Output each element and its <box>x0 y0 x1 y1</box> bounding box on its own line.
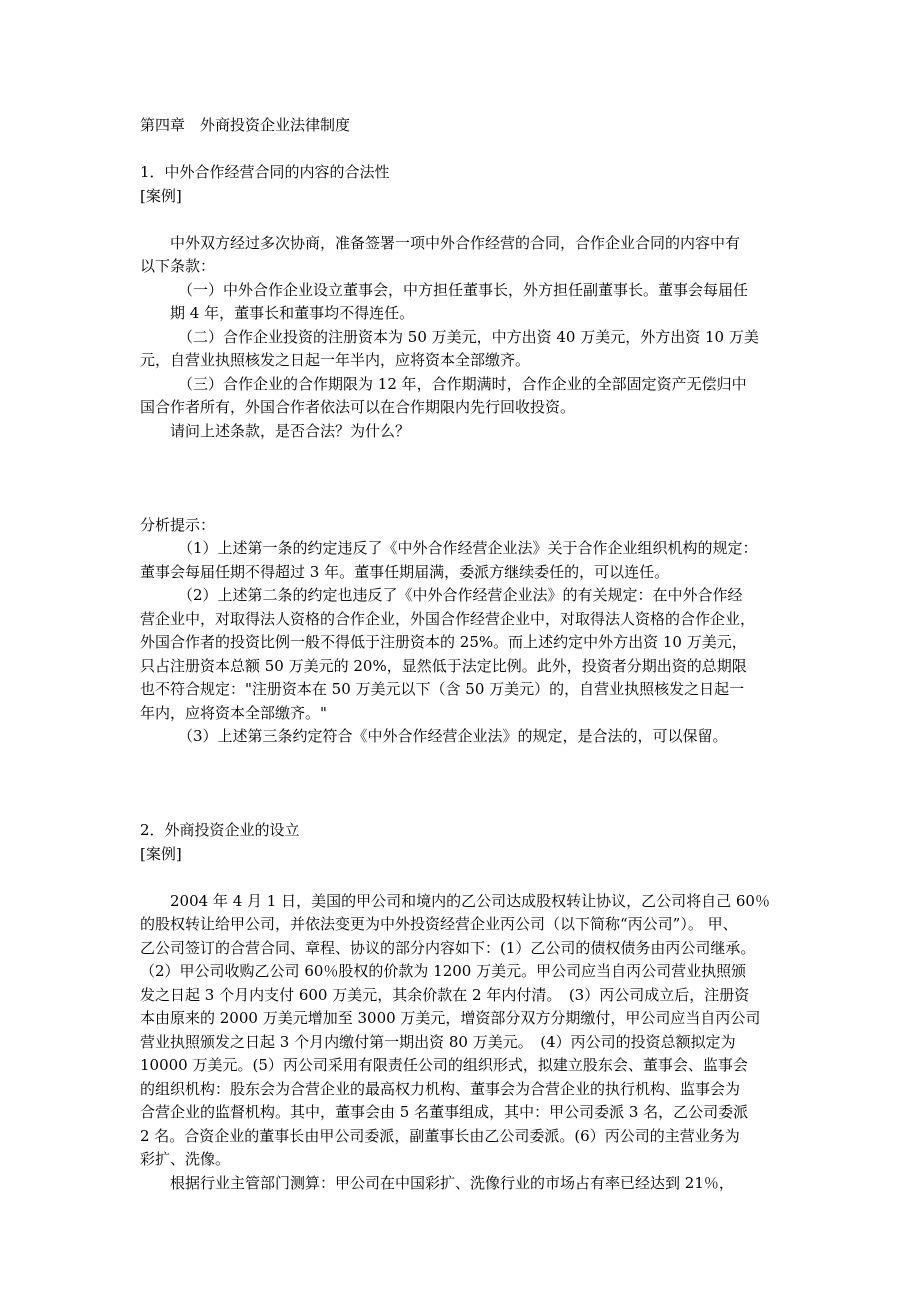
spacer <box>140 443 780 490</box>
analysis-line: 外国合作者的投资比例一般不得低于注册资本的 25%。而上述约定中外方出资 10 万美元， <box>140 633 747 651</box>
analysis-line: 年内，应将资本全部缴齐。" <box>140 703 327 722</box>
section2-case-label: [案例] <box>140 844 182 863</box>
section1-case-line: 中外双方经过多次协商，准备签署一项中外合作经营的合同，合作企业合同的内容中有 <box>170 233 741 252</box>
spacer <box>140 796 780 820</box>
spacer <box>140 208 780 232</box>
analysis-line: 营企业中，对取得法人资格的合作企业，外国合作经营企业中，对取得法人资格的合作企业， <box>140 609 756 628</box>
analysis-line: （2）上述第二条的约定也违反了《中外合作经营企业法》的有关规定：在中外合作经 <box>178 586 743 604</box>
section2-case-line: 根据行业主管部门测算：甲公司在中国彩扩、洗像行业的市场占有率已经达到 21％， <box>170 1173 734 1192</box>
section1-case-line: （二）合作企业投资的注册资本为 50 万美元，中方出资 40 万美元，外方出资 10 万美 <box>178 327 759 346</box>
spacer <box>140 749 780 796</box>
section2-case-line: 的股权转让给甲公司，并依法变更为中外投资经营企业丙公司（以下简称“丙公司”）。 甲、 <box>140 915 738 933</box>
chapter-title: 第四章 外商投资企业法律制度 <box>140 116 351 134</box>
analysis-line: （1）上述第一条的约定违反了《中外合作经营企业法》关于合作企业组织机构的规定： <box>178 539 758 557</box>
section1-case-label: [案例] <box>140 186 182 205</box>
section2-case-line: 2004 年 4 月 1 日，美国的甲公司和境内的乙公司达成股权转让协议，乙公司将自己 60％ <box>170 891 770 910</box>
section1-case-line: （三）合作企业的合作期限为 12 年，合作期满时，合作企业的全部固定资产无偿归中 <box>178 374 747 393</box>
spacer <box>140 490 780 514</box>
section2-case-line: 10000 万美元。(5）丙公司采用有限责任公司的组织形式，拟建立股东会、董事会、监事会 <box>140 1056 748 1074</box>
section2-case-line: 乙公司签订的合营合同、章程、协议的部分内容如下：(1）乙公司的债权债务由丙公司继承。 <box>140 938 756 957</box>
section1-case-line: （一）中外合作企业设立董事会，中方担任董事长，外方担任副董事长。董事会每届任 <box>178 280 749 299</box>
section2-case-line: 2 名。合资企业的董事长由甲公司委派，副董事长由乙公司委派。(6）丙公司的主营业务为 <box>140 1126 740 1145</box>
section1-case-line: 以下条款： <box>140 257 216 275</box>
section1-case-line: 国合作者所有，外国合作者依法可以在合作期限内先行回收投资。 <box>140 398 576 416</box>
section1-case-line: 元，自营业执照核发之日起一年半内，应将资本全部缴齐。 <box>140 351 531 369</box>
section2-case-line: 营业执照颁发之日起 3 个月内缴付第一期出资 80 万美元。 (4）丙公司的投资总额拟定为 <box>140 1032 736 1051</box>
analysis-label: 分析提示： <box>140 515 216 534</box>
section2-heading: 2．外商投资企业的设立 <box>140 821 300 839</box>
analysis-line: 也不符合规定："注册资本在 50 万美元以下（含 50 万美元）的，自营业执照核发之日起一 <box>140 680 745 698</box>
section1-case-line: 请问上述条款，是否合法？为什么？ <box>170 421 411 440</box>
spacer <box>140 866 780 890</box>
section2-case-line: 合营企业的监督机构。其中，董事会由 5 名董事组成，其中：甲公司委派 3 名，乙公司委派 <box>140 1103 749 1121</box>
section2-case-line: （2）甲公司收购乙公司 60％股权的价款为 1200 万美元。甲公司应当自丙公司营业执照颁 <box>140 962 747 980</box>
section2-case-line: 发之日起 3 个月内支付 600 万美元，其余价款在 2 年内付清。 (3）丙公司成立后，注册资 <box>140 985 750 1004</box>
spacer <box>140 138 780 162</box>
section2-case-line: 本由原来的 2000 万美元增加至 3000 万美元，增资部分双方分期缴付，甲公司应当自丙公司 <box>140 1009 761 1027</box>
analysis-line: 董事会每届任期不得超过 3 年。董事任期届满，委派方继续委任的，可以连任。 <box>140 562 670 581</box>
section1-case-line: 期 4 年，董事长和董事均不得连任。 <box>170 304 415 322</box>
section2-case-line: 的组织机构：股东会为合营企业的最高权力机构、董事会为合营企业的执行机构、监事会为 <box>140 1079 741 1098</box>
section1-heading: 1．中外合作经营合同的内容的合法性 <box>140 163 390 181</box>
document-page <box>140 114 780 1195</box>
section2-case-line: 彩扩、洗像。 <box>140 1150 231 1168</box>
analysis-line: （3）上述第三条约定符合《中外合作经营企业法》的规定，是合法的，可以保留。 <box>178 727 728 745</box>
analysis-line: 只占注册资本总额 50 万美元的 20%，显然低于法定比例。此外，投资者分期出资的总期限 <box>140 656 747 675</box>
